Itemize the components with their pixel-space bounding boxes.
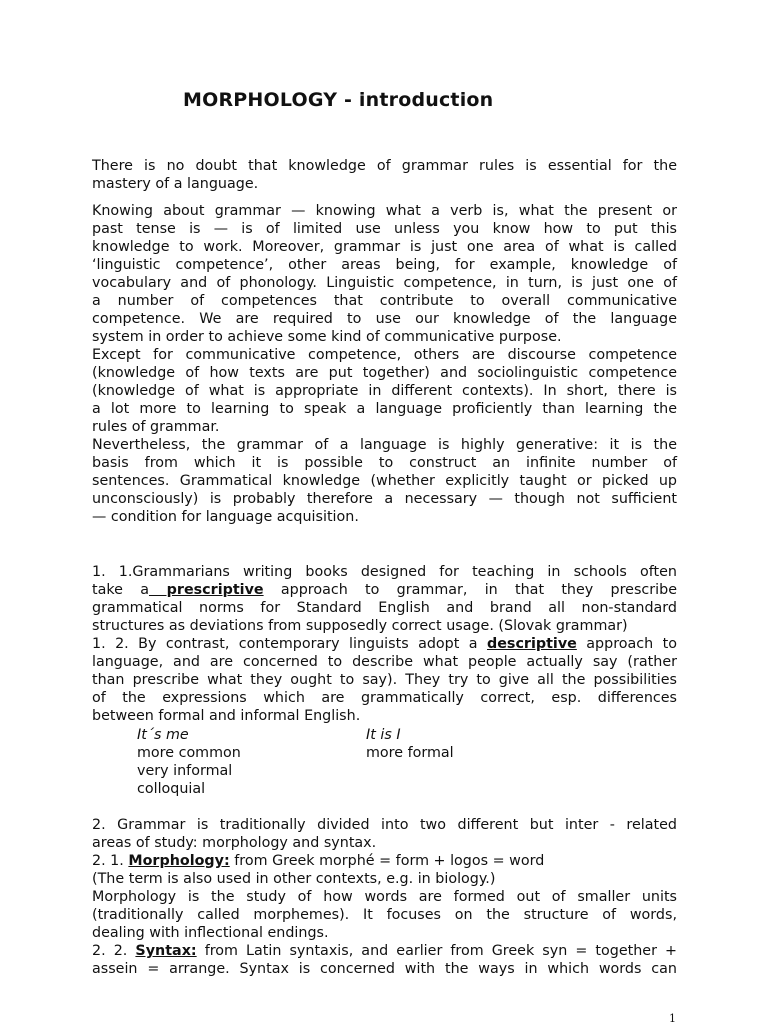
text-line: structures as deviations from supposedly correct usage. (Slovak grammar) bbox=[92, 618, 628, 634]
text-line: 2. Grammar is traditionally divided into two different but inter - related bbox=[92, 817, 677, 833]
intro-paragraph bbox=[92, 157, 677, 193]
text-segment: from Latin syntaxis, and earlier from Greek syn = together + bbox=[196, 943, 677, 959]
text-line: (knowledge of how texts are put together) and sociolinguistic competence bbox=[92, 365, 677, 381]
text-line: rules of grammar. bbox=[92, 419, 220, 435]
text-line: basis from which it is possible to construct an infinite number of bbox=[92, 455, 677, 471]
text-line bbox=[92, 852, 677, 870]
text-line: mastery of a language. bbox=[92, 176, 259, 192]
text-line: language, and are concerned to describe what people actually say (rather bbox=[92, 654, 677, 670]
text-line: areas of study: morphology and syntax. bbox=[92, 835, 377, 851]
keyword-syntax: Syntax: bbox=[135, 943, 197, 959]
text-segment: take a bbox=[92, 582, 149, 598]
text-line bbox=[92, 942, 677, 960]
text-segment: approach to grammar, in that they prescribe bbox=[263, 582, 677, 598]
text-line: between formal and informal English. bbox=[92, 708, 361, 724]
text-line: knowledge to work. Moreover, grammar is just one area of what is called bbox=[92, 239, 677, 255]
text-line: system in order to achieve some kind of communicative purpose. bbox=[92, 329, 562, 345]
example-note: more common bbox=[137, 745, 241, 761]
section-1-prescriptive-descriptive bbox=[92, 563, 677, 725]
text-line: (knowledge of what is appropriate in different contexts). In short, there is bbox=[92, 383, 677, 399]
page-title: MORPHOLOGY - introduction bbox=[183, 89, 494, 111]
text-line: dealing with inflectional endings. bbox=[92, 925, 329, 941]
section-2-morphology-syntax bbox=[92, 816, 677, 978]
text-line: (The term is also used in other contexts, e.g. in biology.) bbox=[92, 871, 496, 887]
text-line: Morphology is the study of how words are formed out of smaller units bbox=[92, 889, 677, 905]
example-row bbox=[137, 744, 537, 762]
text-line: a number of competences that contribute to overall communicative bbox=[92, 293, 677, 309]
text-line: competence. We are required to use our knowledge of the language bbox=[92, 311, 677, 327]
example-row bbox=[137, 780, 537, 798]
text-line: There is no doubt that knowledge of grammar rules is essential for the bbox=[92, 158, 677, 174]
text-line: a lot more to learning to speak a language proficiently than learning the bbox=[92, 401, 677, 417]
text-line: unconsciously) is probably therefore a necessary — though not sufficient bbox=[92, 491, 677, 507]
text-line: — condition for language acquisition. bbox=[92, 509, 359, 525]
text-line: Except for communicative competence, others are discourse competence bbox=[92, 347, 677, 363]
text-line: Knowing about grammar — knowing what a verb is, what the present or bbox=[92, 203, 677, 219]
keyword-descriptive: descriptive bbox=[487, 636, 577, 652]
page-number: 1 bbox=[669, 1012, 676, 1025]
example-note: very informal bbox=[137, 763, 233, 779]
text-segment: 2. 1. bbox=[92, 853, 129, 869]
text-segment: approach to bbox=[576, 636, 677, 652]
text-line bbox=[92, 581, 677, 599]
example-row bbox=[137, 726, 537, 744]
text-line: grammatical norms for Standard English and brand all non-standard bbox=[92, 600, 677, 616]
text-segment: 1. 2. By contrast, contemporary linguists adopt a bbox=[92, 636, 487, 652]
text-segment: 2. 2. bbox=[92, 943, 136, 959]
text-line: assein = arrange. Syntax is concerned with the ways in which words can bbox=[92, 961, 677, 977]
text-line: than prescribe what they ought to say). They try to give all the possibilities bbox=[92, 672, 677, 688]
text-segment: from Greek morphé = form + logos = word bbox=[229, 853, 545, 869]
example-formal: It is I bbox=[366, 727, 401, 743]
keyword-morphology: Morphology: bbox=[128, 853, 230, 869]
example-note: colloquial bbox=[137, 781, 206, 797]
text-line: sentences. Grammatical knowledge (whether explicitly taught or picked up bbox=[92, 473, 677, 489]
example-row bbox=[137, 762, 537, 780]
text-line: (traditionally called morphemes). It focuses on the structure of words, bbox=[92, 907, 677, 923]
text-line: ‘linguistic competence’, other areas being, for example, knowledge of bbox=[92, 257, 677, 273]
text-line: of the expressions which are grammatically correct, esp. differences bbox=[92, 690, 677, 706]
example-note: more formal bbox=[366, 745, 454, 761]
text-line: past tense is — is of limited use unless you know how to put this bbox=[92, 221, 677, 237]
text-line: 1. 1.Grammarians writing books designed for teaching in schools often bbox=[92, 564, 677, 580]
text-line bbox=[92, 635, 677, 653]
keyword-prescriptive: prescriptive bbox=[148, 582, 264, 598]
text-line: Nevertheless, the grammar of a language is highly generative: it is the bbox=[92, 437, 677, 453]
text-line: vocabulary and of phonology. Linguistic competence, in turn, is just one of bbox=[92, 275, 677, 291]
grammar-competence-paragraph bbox=[92, 202, 677, 526]
example-informal: It´s me bbox=[137, 727, 189, 743]
